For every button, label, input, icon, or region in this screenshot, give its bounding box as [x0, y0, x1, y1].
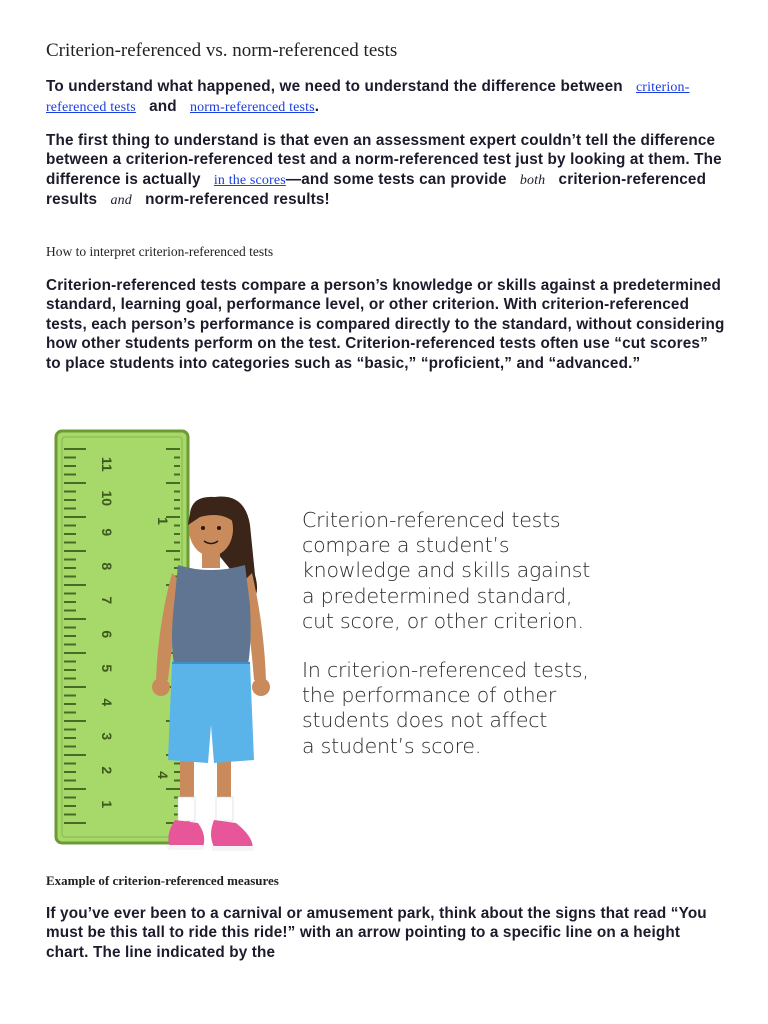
carnival-paragraph: If you’ve ever been to a carnival or amusement park, think about the signs that read “You must be this tall to ride this ride!” with an arrow pointing to a specific line on a height chart. The line indicated by the — [46, 905, 707, 961]
figure-text-2-line: students does not affect — [302, 708, 548, 733]
intro-text-2: and — [144, 98, 182, 116]
figure-text-2-line: the performance of other — [302, 683, 557, 708]
figure-text-2-line: In criterion-referenced tests, — [302, 658, 589, 682]
ruler-number: 9 — [99, 528, 115, 537]
ruler-number: 2 — [99, 766, 115, 775]
ruler-foot-mark: 4 — [155, 771, 171, 779]
figure-text-1 — [302, 508, 590, 634]
criterion-figure — [40, 425, 740, 865]
criterion-referenced-tests-link[interactable]: criterion-referenced tests — [46, 80, 690, 116]
figure-text-1-line: knowledge and skills against — [302, 558, 591, 583]
figure-text-1-line: Criterion-referenced tests — [302, 508, 561, 532]
para2-text-1: The first thing to understand is that even an assessment expert couldn’t tell the difference between a criterion-referenced test and a norm-referenced test just by looking at them. The difference is actually — [46, 132, 722, 188]
para2-text-3: criterion-referenced results — [46, 170, 707, 209]
difference-paragraph — [46, 131, 722, 211]
figure-text-2 — [302, 658, 589, 759]
ruler-number: 4 — [99, 698, 115, 707]
ruler-number: 5 — [99, 664, 115, 673]
intro-text-1: To understand what happened, we need to understand the difference between — [46, 78, 628, 95]
ruler-number: 10 — [99, 490, 115, 507]
ruler-number: 8 — [99, 562, 115, 571]
ruler-number: 3 — [99, 732, 115, 741]
norm-referenced-tests-link[interactable]: norm-referenced tests — [189, 100, 315, 116]
ruler-number: 6 — [99, 630, 115, 639]
para2-emphasis-and: and — [110, 193, 132, 209]
ruler-number: 7 — [99, 596, 115, 605]
para2-emphasis-both: both — [519, 172, 546, 188]
para2-text-2: —and some tests can provide — [285, 170, 512, 188]
figure-text-1-line: compare a student’s — [302, 533, 510, 558]
para2-text-4: norm-referenced results! — [140, 191, 330, 209]
in-the-scores-link[interactable]: in the scores — [213, 172, 286, 188]
figure-text-1-line: a predetermined standard, — [302, 583, 573, 608]
ruler-number: 1 — [99, 800, 115, 809]
figure-text-1-line: cut score, or other criterion. — [302, 608, 584, 633]
page-title: Criterion-referenced vs. norm-referenced tests — [46, 40, 398, 61]
figure-caption: Example of criterion-referenced measures — [46, 873, 279, 888]
height-chart-illustration — [40, 425, 740, 865]
criterion-definition-paragraph: Criterion-referenced tests compare a person’s knowledge or skills against a predetermined standard, learning goal, performance level, or other criterion. With criterion-referenced tests, each person’s performance is compared directly to the standard, without considering how other students perform on the test. Criterion-referenced tests often use “cut scores” to place students into categories such as “basic,” “proficient,” and “advanced.” — [46, 277, 725, 372]
intro-text-3: . — [314, 98, 320, 116]
figure-text-2-line: a student’s score. — [302, 733, 482, 758]
ruler-number: 11 — [99, 456, 115, 472]
section-subheading: How to interpret criterion-referenced tests — [46, 244, 274, 259]
ruler-foot-mark: 1 — [155, 517, 171, 525]
intro-paragraph — [46, 77, 726, 118]
